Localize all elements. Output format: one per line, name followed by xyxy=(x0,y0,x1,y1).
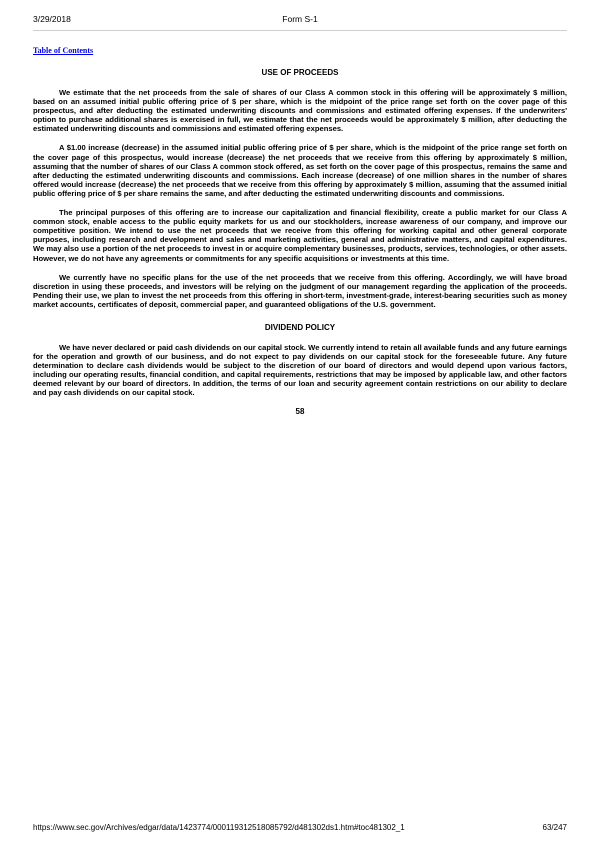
header-date: 3/29/2018 xyxy=(33,14,71,24)
paragraph: We estimate that the net proceeds from the sale of shares of our Class A common stock in this offering will be approximately $ million, based on an assumed initial public offering price of $ per share, which is the midpoint of the price range set forth on the cover page of this prospectus, and after deducting the estimated underwriting discounts and commissions and estimated offering expenses. If the underwriters' option to purchase additional shares is exercised in full, we estimate that the net proceeds would be approximately $ million, after deducting the estimated underwriting discounts and commissions and estimated offering expenses. xyxy=(33,88,567,134)
document-body xyxy=(33,68,567,416)
table-of-contents-link[interactable]: Table of Contents xyxy=(33,46,94,55)
paragraph: We currently have no specific plans for the use of the net proceeds that we receive from this offering. Accordingly, we will have broad discretion in using these proceeds, and investors will be relying on the judgment of our management regarding the application of the proceeds. Pending their use, we plan to invest the net proceeds from this offering in short-term, investment-grade, interest-bearing securities such as money market accounts, certificates of deposit, commercial paper, and guaranteed obligations of the U.S. government. xyxy=(33,272,567,309)
paragraph: A $1.00 increase (decrease) in the assumed initial public offering price of $ per share, which is the midpoint of the price range set forth on the cover page of this prospectus, would increase (decrease) the net proceeds that we receive from this offering by approximately $ million, assuming that the number of shares of our Class A common stock offered, as set forth on the cover page of this prospectus, remains the same and after deducting the estimated underwriting discounts and commissions. Each increase (decrease) of one million shares in the number of shares offered would increase (decrease) the net proceeds that we receive from this offering by approximately $ million, assuming that the assumed initial public offering price of $ per share remains the same, and after deducting the estimated underwriting discounts and commissions. xyxy=(33,143,567,198)
paragraph: We have never declared or paid cash dividends on our capital stock. We currently intend to retain all available funds and any future earnings for the operation and growth of our business, and do not expect to pay dividends on our capital stock for the foreseeable future. Any future determination to declare cash dividends would be subject to the discretion of our board of directors and would depend upon various factors, including our operating results, financial condition, and capital requirements, restrictions that may be imposed by applicable law, and other factors deemed relevant by our board of directors. In addition, the terms of our loan and security agreement contain restrictions on our ability to declare and pay cash dividends on our capital stock. xyxy=(33,342,567,398)
page-number: 58 xyxy=(295,406,305,416)
header-divider xyxy=(33,30,567,31)
footer-url: https://www.sec.gov/Archives/edgar/data/1423774/000119312518085792/d481302ds1.htm#toc481302_1 xyxy=(33,823,405,832)
footer-page-count: 63/247 xyxy=(542,823,567,832)
header-title: Form S-1 xyxy=(282,14,318,24)
paragraph: The principal purposes of this offering are to increase our capitalization and financial flexibility, create a public market for our Class A common stock, enable access to the public equity markets for us and our stockholders, increase awareness of our company, and improve our competitive position. We intend to use the net proceeds that we receive from this offering for working capital and other general corporate purposes, including research and development and sales and marketing activities, general and administrative matters, and capital expenditures. We may also use a portion of the net proceeds to invest in or acquire complementary businesses, products, services, technologies, or other assets. However, we do not have any agreements or commitments for any specific acquisitions or investments at this time. xyxy=(33,208,567,263)
dividend-policy-heading: DIVIDEND POLICY xyxy=(264,322,336,332)
use-of-proceeds-heading: USE OF PROCEEDS xyxy=(261,68,339,77)
